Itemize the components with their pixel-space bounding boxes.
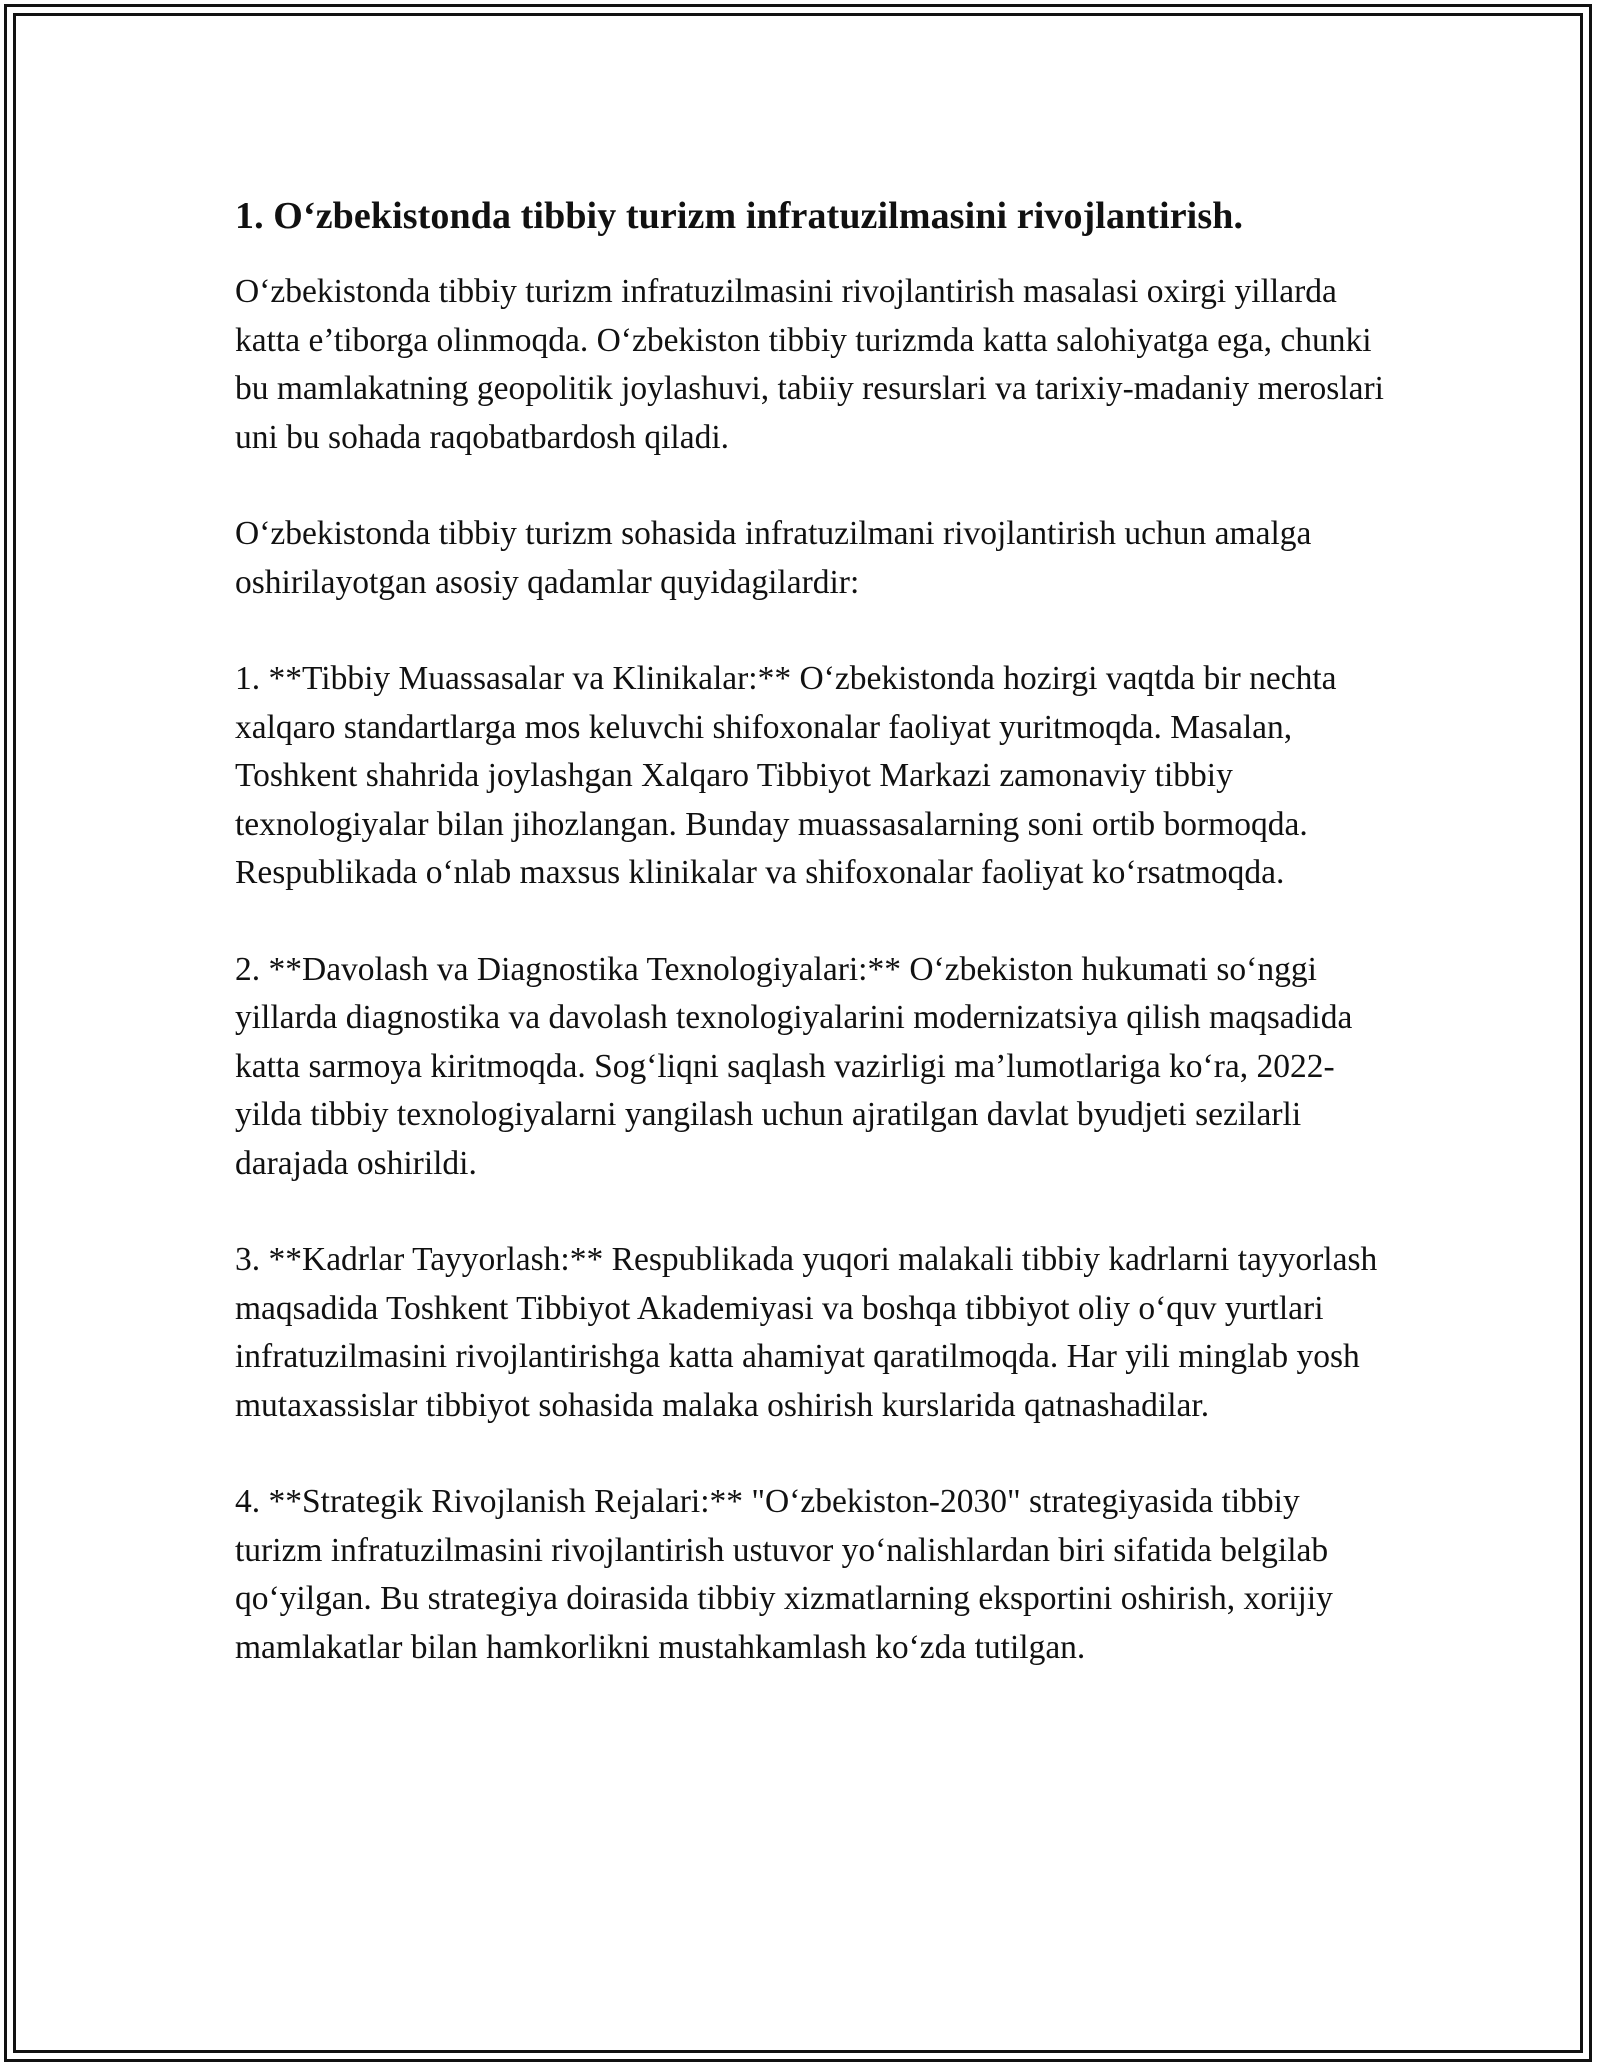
list-item-medical-institutions: 1. **Tibbiy Muassasalar va Klinikalar:** O‘zbekistonda hozirgi vaqtda bir nechta xalqaro standartlarga mos keluvchi shifoxonalar faoliyat yuritmoqda. Masalan, Toshkent shahrida joylashgan Xalqaro Tibbiyot Markazi zamonaviy tibbiy texnologiyalar bilan jihozlangan. Bunday muassasalarning soni ortib bormoqda. Respublikada o‘nlab maxsus klinikalar va shifoxonalar faoliyat ko‘rsatmoqda.	[235, 660, 1337, 891]
document-body	[235, 184, 1385, 1720]
list-item-treatment-technologies: 2. **Davolash va Diagnostika Texnologiyalari:** O‘zbekiston hukumati so‘nggi yillarda diagnostika va davolash texnologiyalarini modernizatsiya qilish maqsadida katta sarmoya kiritmoqda. Sog‘liqni saqlash vazirligi ma’lumotlariga ko‘ra, 2022-yilda tibbiy texnologiyalarni yangilash uchun ajratilgan davlat byudjeti sezilarli darajada oshirildi.	[235, 950, 1353, 1182]
intro-paragraph: O‘zbekistonda tibbiy turizm infratuzilmasini rivojlantirish masalasi oxirgi yillarda katta e’tiborga olinmoqda. O‘zbekiston tibbiy turizmda katta salohiyatga ega, chunki bu mamlakatning geopolitik joylashuvi, tabiiy resurslari va tarixiy-madaniy meroslari uni bu sohada raqobatbardosh qiladi.	[235, 273, 1384, 456]
steps-intro-paragraph: O‘zbekistonda tibbiy turizm sohasida infratuzilmani rivojlantirish uchun amalga oshirilayotgan asosiy qadamlar quyidagilardir:	[235, 515, 1312, 601]
list-item-staff-training: 3. **Kadrlar Tayyorlash:** Respublikada yuqori malakali tibbiy kadrlarni tayyorlash maqsadida Toshkent Tibbiyot Akademiyasi va boshqa tibbiyot oliy o‘quv yurtlari infratuzilmasini rivojlantirishga katta ahamiyat qaratilmoqda. Har yili minglab yosh mutaxassislar tibbiyot sohasida malaka oshirish kurslarida qatnashadilar.	[235, 1241, 1378, 1424]
section-heading: 1. O‘zbekistonda tibbiy turizm infratuzilmasini rivojlantirish.	[235, 195, 1244, 237]
list-item-strategic-plans: 4. **Strategik Rivojlanish Rejalari:** "O‘zbekiston-2030" strategiyasida tibbiy turizm infratuzilmasini rivojlantirish ustuvor yo‘nalishlardan biri sifatida belgilab qo‘yilgan. Bu strategiya doirasida tibbiy xizmatlarning eksportini oshirish, xorijiy mamlakatlar bilan hamkorlikni mustahkamlash ko‘zda tutilgan.	[235, 1483, 1333, 1666]
